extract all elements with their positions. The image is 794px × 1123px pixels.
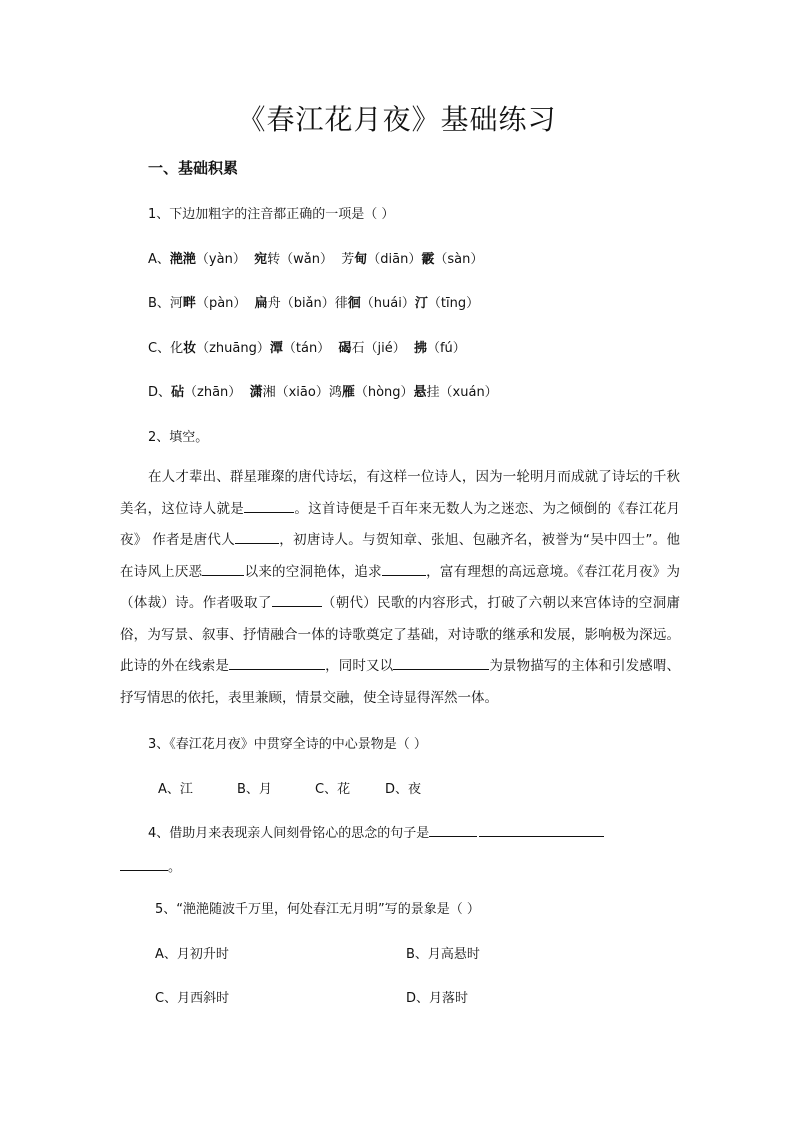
bold-char: 雁 bbox=[341, 385, 355, 400]
question-3-stem: 3、《春江花月夜》中贯穿全诗的中心景物是（ ） bbox=[148, 737, 427, 752]
pinyin: 转（wǎn） bbox=[267, 252, 333, 267]
para-text: ，同时又以 bbox=[325, 658, 394, 674]
q5-option-c: C、月西斜时 bbox=[155, 991, 230, 1006]
char: 徘 bbox=[334, 296, 348, 311]
answer-blank[interactable] bbox=[229, 655, 325, 670]
question-1-stem: 1、下边加粗字的注音都正确的一项是（ ） bbox=[148, 207, 395, 222]
bold-char: 砧 bbox=[171, 385, 185, 400]
answer-blank[interactable] bbox=[235, 529, 279, 544]
q3-option-d: D、夜 bbox=[385, 782, 422, 797]
q3-option-b: B、月 bbox=[237, 782, 272, 797]
q1-option-a bbox=[148, 248, 483, 267]
pinyin: （yàn） bbox=[195, 252, 246, 267]
pinyin: 舟（biǎn） bbox=[267, 296, 335, 311]
bold-char: 潇 bbox=[249, 385, 263, 400]
opt-letter: C、化 bbox=[148, 341, 184, 356]
question-2-stem: 2、填空。 bbox=[148, 430, 209, 445]
answer-blank[interactable] bbox=[244, 498, 294, 513]
answer-blank[interactable] bbox=[202, 561, 244, 576]
answer-blank[interactable] bbox=[120, 856, 168, 871]
pinyin: （fú） bbox=[426, 341, 466, 356]
para-text: 以来的空洞艳体，追求 bbox=[244, 563, 382, 580]
char: 芳 bbox=[341, 252, 355, 267]
pinyin: （zhān） bbox=[184, 385, 242, 400]
fill-in-paragraph bbox=[120, 462, 680, 714]
q1-option-d bbox=[148, 381, 498, 400]
para-text: 。这首诗便是千百年来无数人为之迷恋、为之倾倒的《春江花月夜》 作者是唐代人 bbox=[120, 500, 681, 548]
q4-text: 4、借助月来表现亲人间刻骨铭心的思念的句子是 bbox=[148, 826, 430, 841]
bold-char: 宛 bbox=[254, 252, 268, 267]
bold-char: 徊 bbox=[347, 296, 361, 311]
pinyin: （sàn） bbox=[434, 252, 484, 267]
pinyin: （tīng） bbox=[427, 296, 480, 311]
q5-option-b: B、月高悬时 bbox=[406, 947, 480, 962]
question-4-stem bbox=[148, 822, 604, 841]
answer-blank[interactable] bbox=[393, 655, 489, 670]
bold-char: 扁 bbox=[254, 296, 268, 311]
q5-option-d: D、月落时 bbox=[406, 991, 469, 1006]
pinyin: （pàn） bbox=[195, 296, 247, 311]
opt-letter: B、河 bbox=[148, 296, 183, 311]
q4-end: 。 bbox=[168, 860, 182, 875]
q5-option-a: A、月初升时 bbox=[155, 947, 229, 962]
q1-option-b bbox=[148, 292, 479, 311]
pinyin: （diān） bbox=[367, 252, 422, 267]
bold-char: 妆 bbox=[183, 341, 197, 356]
opt-letter: A、 bbox=[148, 252, 170, 267]
bold-char: 碣 bbox=[338, 341, 352, 356]
question-5-stem: 5、“滟滟随波千万里，何处春江无月明”写的景象是（ ） bbox=[155, 902, 480, 917]
q3-option-c: C、花 bbox=[315, 782, 351, 797]
answer-blank[interactable] bbox=[382, 561, 426, 576]
para-text: 为景物描写的主体和引发感喟、抒写情思的依托，表里兼顾，情景交融，使全诗显得浑然一体。 bbox=[120, 658, 680, 706]
answer-blank[interactable] bbox=[272, 592, 322, 607]
bold-char: 甸 bbox=[354, 252, 368, 267]
opt-letter: D、 bbox=[148, 385, 172, 400]
bold-char: 拂 bbox=[413, 341, 427, 356]
pinyin: 石（jié） bbox=[351, 341, 406, 356]
section-heading: 一、基础积累 bbox=[148, 159, 239, 177]
page-title: 《春江花月夜》基础练习 bbox=[237, 103, 557, 136]
q1-option-c bbox=[148, 337, 466, 356]
pinyin: （hòng） bbox=[354, 385, 414, 400]
answer-blank[interactable] bbox=[479, 822, 604, 837]
q3-option-a: A、江 bbox=[158, 782, 193, 797]
bold-char: 汀 bbox=[414, 296, 428, 311]
bold-char: 畔 bbox=[182, 296, 196, 311]
para-text: 在人才辈出、群星璀璨的唐代诗坛，有这样一位诗人，因为一轮明月而成就了诗坛的千秋美名，这位诗人就是 bbox=[120, 469, 680, 517]
bold-char: 悬 bbox=[413, 385, 427, 400]
bold-char: 霰 bbox=[421, 252, 435, 267]
para-text: ，富有理想的高远意境。《春江花月夜》为（体裁）诗。作者吸取了 bbox=[120, 563, 681, 611]
question-4-continuation bbox=[120, 856, 181, 875]
pinyin: 湘（xiāo）鸿 bbox=[262, 385, 342, 400]
bold-char: 潭 bbox=[269, 341, 283, 356]
pinyin: （zhuāng） bbox=[196, 341, 270, 356]
pinyin: （huái） bbox=[360, 296, 415, 311]
pinyin: （tán） bbox=[282, 341, 331, 356]
pinyin: 挂（xuán） bbox=[426, 385, 498, 400]
bold-char: 滟滟 bbox=[169, 252, 196, 267]
para-text: ，初唐诗人。与贺知章、张旭、包融齐名，被誉为“吴中四士”。他在诗风上厌恶 bbox=[120, 532, 680, 580]
para-text: （朝代）民歌的内容形式，打破了六朝以来宫体诗的空洞庸俗，为写景、叙事、抒情融合一体的诗歌奠定了基础，对诗歌的继承和发展，影响极为深远。此诗的外在线索是 bbox=[120, 595, 681, 674]
answer-blank[interactable] bbox=[429, 822, 477, 837]
